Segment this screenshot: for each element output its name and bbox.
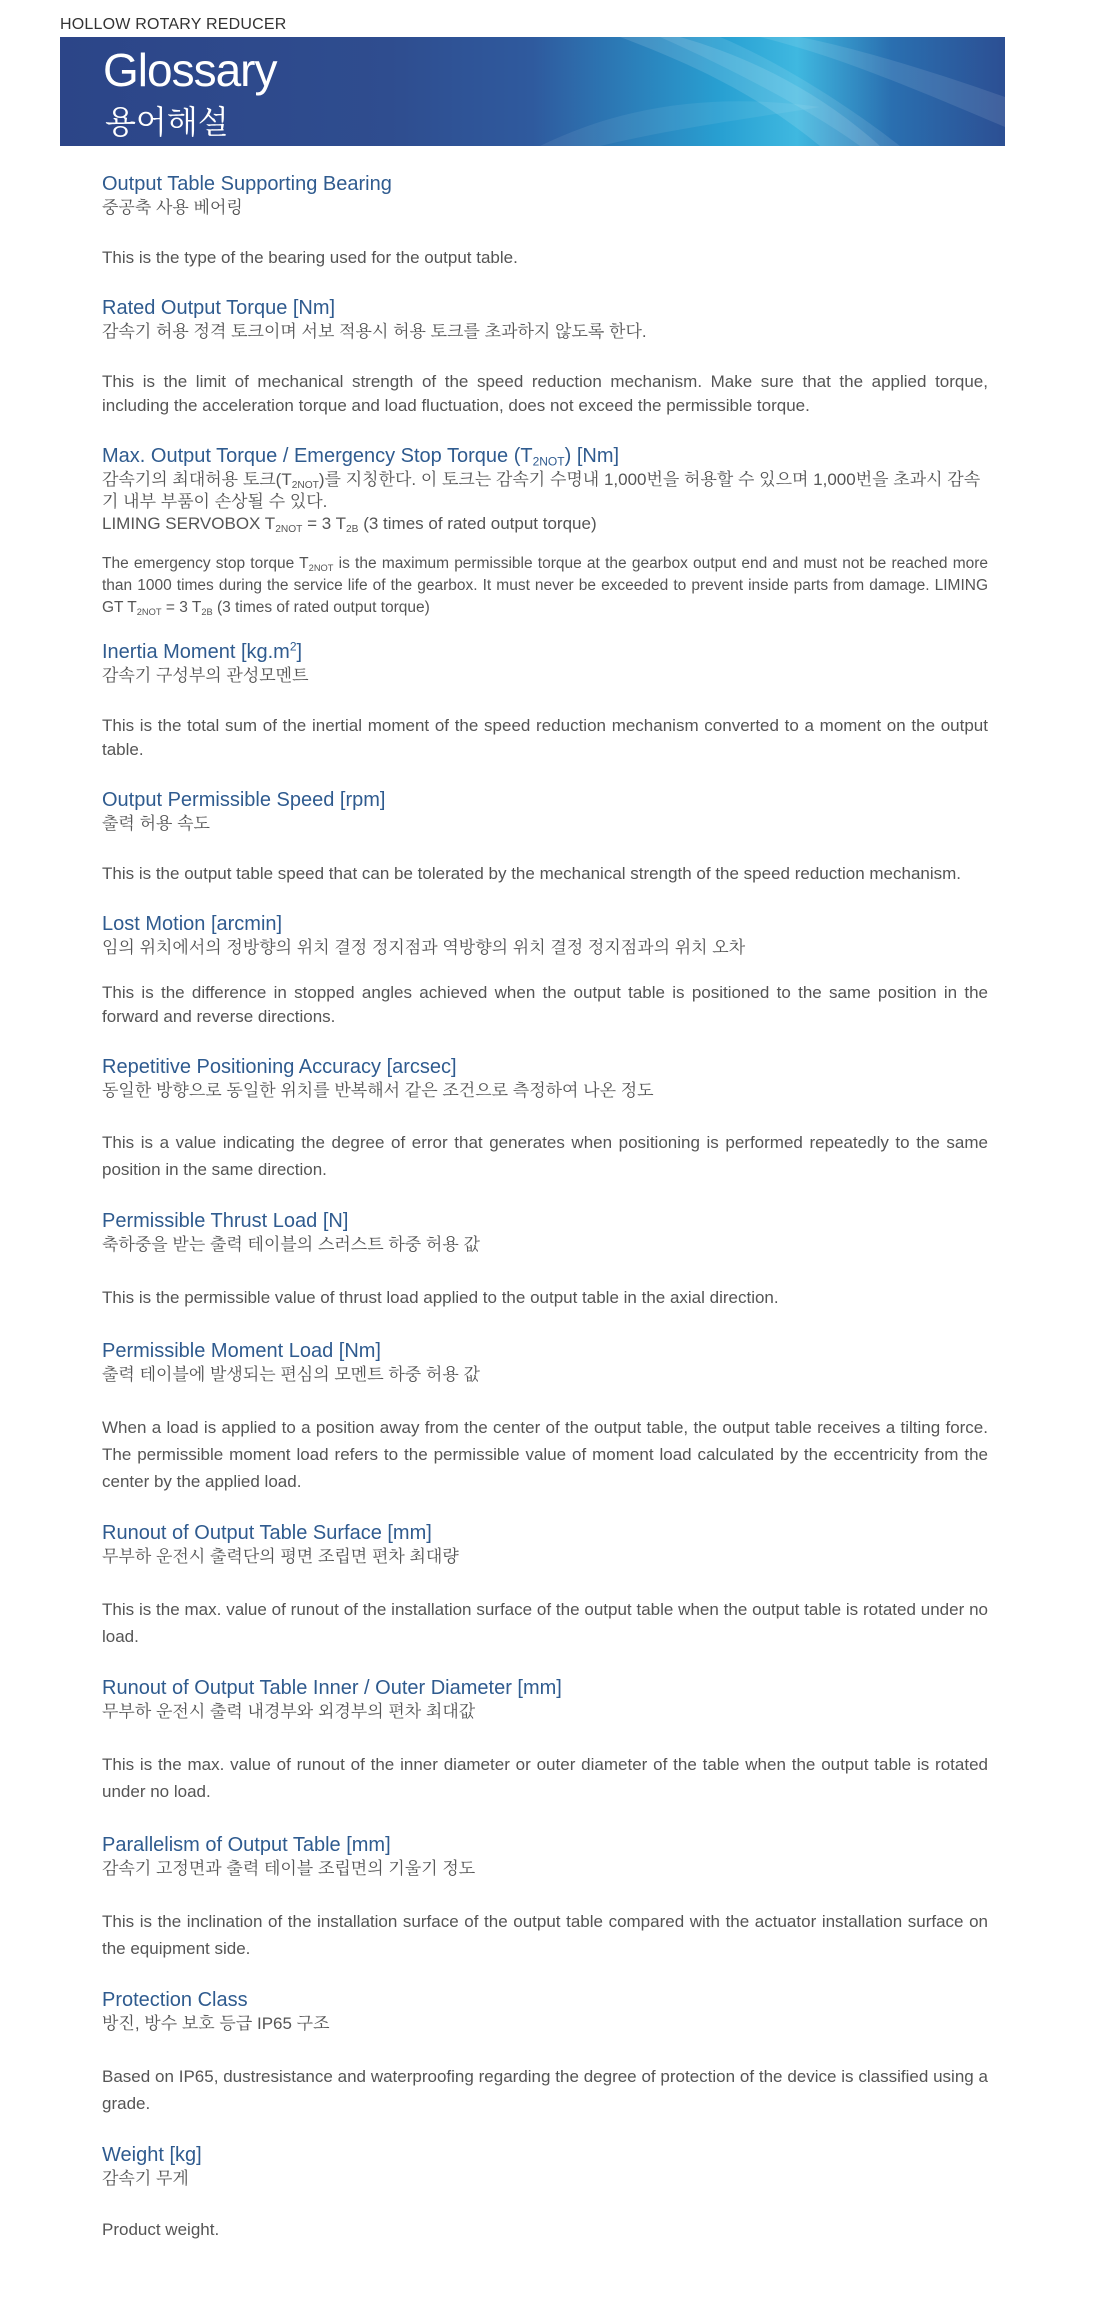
glossary-entry <box>102 1987 988 2117</box>
term-heading: Protection Class <box>102 1989 248 2011</box>
term-korean: 무부하 운전시 출력 내경부와 외경부의 편차 최대값 <box>102 1702 476 1721</box>
term-korean: 감속기의 최대허용 토크$(T_{2NOT})$를 지칭한다. 이 토크는 감속기 수명내 1,000번을 허용할 수 있으며 1,000번을 초과시 감속기 내부 부품이 손상될 수 있다. <box>102 470 981 511</box>
term-korean: 동일한 방향으로 동일한 위치를 반복해서 같은 조건으로 측정하여 나온 정도 <box>102 1081 654 1100</box>
term-heading: Output Table Supporting Bearing <box>102 173 392 195</box>
term-korean: 출력 테이블에 발생되는 편심의 모멘트 하중 허용 값 <box>102 1365 480 1384</box>
term-korean: 출력 허용 속도 <box>102 814 210 833</box>
glossary-entry <box>102 1520 988 1650</box>
term-korean: 감속기 허용 정격 토크이며 서보 적용시 허용 토크를 초과하지 않도록 한다. <box>102 322 647 341</box>
term-description: This is the total sum of the inertial moment of the speed reduction mechanism converted to a moment on the output table. <box>102 716 988 759</box>
glossary-entry <box>102 1054 988 1183</box>
term-heading: Parallelism of Output Table [mm] <box>102 1834 391 1856</box>
glossary-banner <box>60 37 1005 146</box>
term-korean: 방진, 방수 보호 등급 IP65 구조 <box>102 2014 330 2033</box>
term-heading: Permissible Thrust Load [N] <box>102 1210 349 1232</box>
term-description: The emergency stop torque $T_{2NOT}$ is the maximum permissible torque at the gearbox output end and must not be reached more than 1000 times during the service life of the gearbox. It must never be exceeded to prevent inside parts from damage. LIMING GT $T_{2NOT} = 3$ $T_{2B}$ (3 times of rated output torque) <box>102 555 989 617</box>
term-korean: 축하중을 받는 출력 테이블의 스러스트 하중 허용 값 <box>102 1235 480 1254</box>
product-line-label: HOLLOW ROTARY REDUCER <box>60 16 287 33</box>
term-description: This is a value indicating the degree of error that generates when positioning is performed repeatedly to the same position in the same direction. <box>102 1133 988 1179</box>
term-heading: Permissible Moment Load [Nm] <box>102 1340 381 1362</box>
term-heading: Max. Output Torque / Emergency Stop Torque $(T_{2NOT})$ [Nm] <box>102 445 620 469</box>
glossary-entry <box>102 1208 988 1310</box>
glossary-entry <box>102 639 988 762</box>
term-korean: 감속기 고정면과 출력 테이블 조립면의 기울기 정도 <box>102 1859 476 1878</box>
term-korean: 감속기 무게 <box>102 2169 189 2188</box>
term-description: This is the type of the bearing used for the output table. <box>102 248 518 267</box>
term-heading: Rated Output Torque [Nm] <box>102 297 336 319</box>
glossary-entry <box>102 171 988 270</box>
glossary-entry <box>102 787 988 886</box>
glossary-entry <box>102 295 988 418</box>
term-korean: 중공축 사용 베어링 <box>102 198 243 217</box>
term-heading: Lost Motion [arcmin] <box>102 913 283 935</box>
term-heading: Output Permissible Speed [rpm] <box>102 789 386 811</box>
term-description: This is the inclination of the installation surface of the output table compared with the actuator installation surface on the equipment side. <box>102 1912 988 1958</box>
glossary-list <box>102 171 988 2242</box>
term-description: This is the max. value of runout of the inner diameter or outer diameter of the table when the output table is rotated under no load. <box>102 1755 988 1801</box>
term-heading: Repetitive Positioning Accuracy [arcsec] <box>102 1056 457 1078</box>
term-korean: 무부하 운전시 출력단의 평면 조립면 편차 최대량 <box>102 1547 459 1566</box>
page-title: Glossary <box>103 44 277 96</box>
term-formula: LIMING SERVOBOX $T_{2NOT} = 3$ $T_{2B}$ (3 times of rated output torque) <box>102 514 597 536</box>
term-description: Based on IP65, dustresistance and waterproofing regarding the degree of protection of the device is classified using a grade. <box>102 2067 988 2113</box>
term-description: This is the output table speed that can be tolerated by the mechanical strength of the speed reduction mechanism. <box>102 864 962 883</box>
term-description: When a load is applied to a position away from the center of the output table, the output table receives a tilting force. The permissible moment load refers to the permissible value of moment load calculated by the eccentricity from the center by the applied load. <box>102 1418 988 1491</box>
glossary-entry <box>102 911 988 1029</box>
glossary-entry <box>102 1832 988 1962</box>
glossary-entry <box>102 2142 988 2242</box>
term-heading: Inertia Moment $[kg.m^2]$ <box>102 639 303 663</box>
glossary-entry <box>102 1338 988 1495</box>
term-heading: Runout of Output Table Inner / Outer Diameter [mm] <box>102 1677 562 1699</box>
term-heading: Runout of Output Table Surface [mm] <box>102 1522 432 1544</box>
glossary-entry <box>102 443 988 619</box>
glossary-entry <box>102 1675 988 1805</box>
term-korean: 임의 위치에서의 정방향의 위치 결정 정지점과 역방향의 위치 결정 정지점과의 위치 오차 <box>102 938 746 957</box>
term-description: This is the difference in stopped angles achieved when the output table is positioned to the same position in the forward and reverse directions. <box>102 983 988 1026</box>
term-description: Product weight. <box>102 2220 220 2239</box>
term-heading: Weight [kg] <box>102 2144 202 2166</box>
term-description: This is the limit of mechanical strength of the speed reduction mechanism. Make sure that the applied torque, including the acceleration torque and load fluctuation, does not exceed the permissible torque. <box>102 372 988 415</box>
term-description: This is the max. value of runout of the installation surface of the output table when the output table is rotated under no load. <box>102 1600 988 1646</box>
term-korean: 감속기 구성부의 관성모멘트 <box>102 666 309 685</box>
page-subtitle: 용어해설 <box>105 104 229 140</box>
term-description: This is the permissible value of thrust load applied to the output table in the axial direction. <box>102 1288 779 1307</box>
